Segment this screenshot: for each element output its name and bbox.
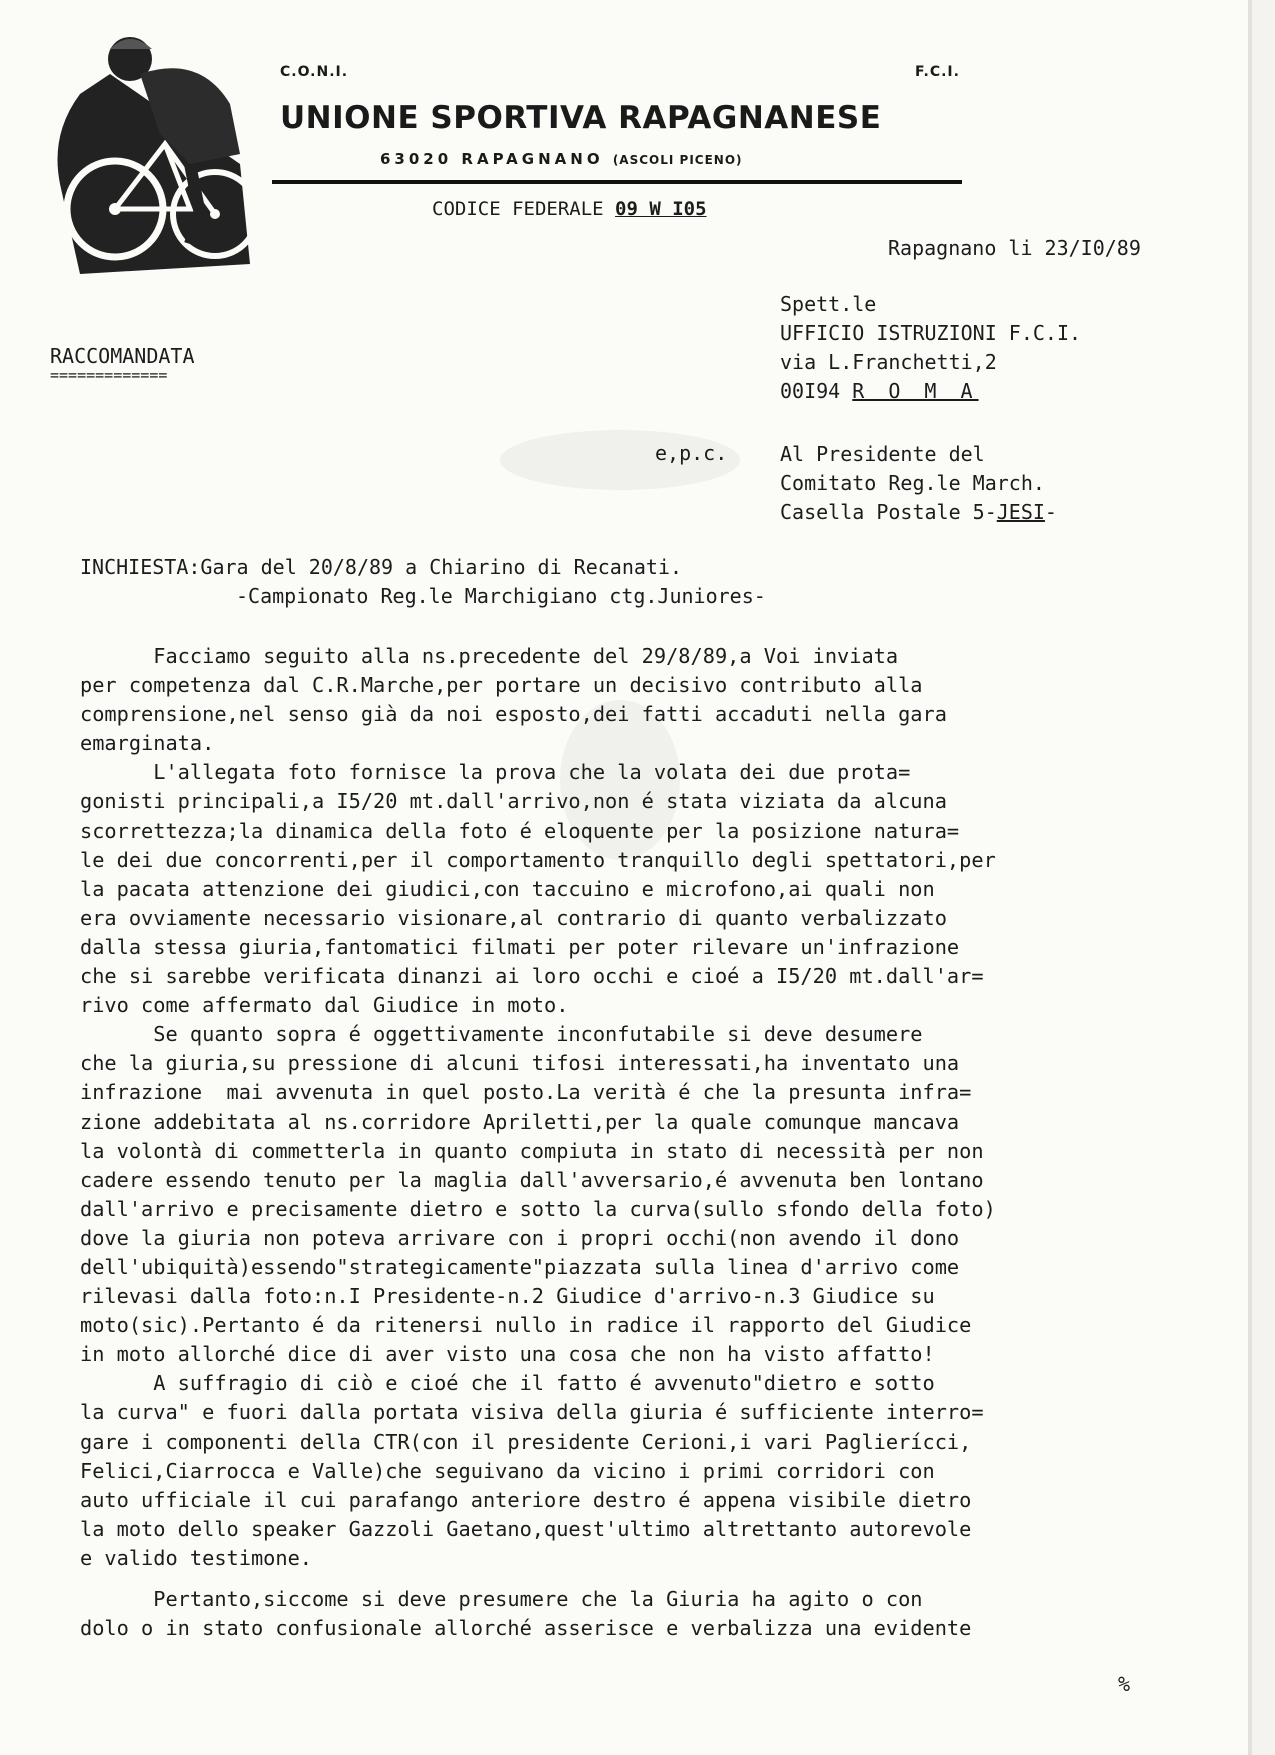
page-continuation-mark: % xyxy=(1118,1672,1131,1696)
text-line: la curva" e fuori dalla portata visiva della giuria é sufficiente interro= xyxy=(80,1400,984,1425)
address-city: 63020 RAPAGNANO xyxy=(380,150,604,168)
cyclist-logo-icon xyxy=(40,14,255,284)
cc-line3-prefix: Casella Postale 5- xyxy=(780,500,997,524)
subject-line-2: -Campionato Reg.le Marchigiano ctg.Juniores- xyxy=(236,584,766,608)
text-line: gonisti principali,a I5/20 mt.dall'arrivo,non é stata viziata da alcuna xyxy=(80,789,947,814)
text-line: auto ufficiale il cui parafango anteriore destro é appena visibile dietro xyxy=(80,1487,972,1512)
cc-line: Comitato Reg.le March. xyxy=(780,471,1045,495)
text-line: la pacata attenzione dei giudici,con taccuino e microfono,ai quali non xyxy=(80,876,935,901)
text-line: L'allegata foto fornisce la prova che la volata dei due prota= xyxy=(80,760,911,785)
cc-line xyxy=(780,498,1057,527)
text-line: che si sarebbe verificata dinanzi ai loro occhi e cioé a I5/20 mt.dall'ar= xyxy=(80,964,984,989)
text-line: per competenza dal C.R.Marche,per portare un decisivo contributo alla xyxy=(80,673,923,698)
cc-city: JESI xyxy=(996,500,1045,524)
text-line: emarginata. xyxy=(80,731,215,756)
fci-label: F.C.I. xyxy=(915,64,960,80)
recipient-zip: 00I94 xyxy=(780,379,841,403)
text-line: dalla stessa giuria,fantomatici filmati per poter rilevare un'infrazione xyxy=(80,934,960,959)
text-line: cadere essendo tenuto per la maglia dall'avversario,é avvenuta ben lontano xyxy=(80,1167,984,1192)
text-line: dell'ubiquità)essendo"strategicamente"piazzata sulla linea d'arrivo come xyxy=(80,1254,960,1279)
recipient-line: Spett.le xyxy=(780,292,877,316)
address-province: (ASCOLI PICENO) xyxy=(612,153,743,167)
coni-label: C.O.N.I. xyxy=(280,64,349,80)
text-line: rilevasi dalla foto:n.I Presidente-n.2 Giudice d'arrivo-n.3 Giudice su xyxy=(80,1284,935,1309)
text-line: Felici,Ciarrocca e Valle)che seguivano da vicino i primi corridori con xyxy=(80,1458,935,1483)
text-line: zione addebitata al ns.corridore Apriletti,per la quale comunque mancava xyxy=(80,1109,960,1134)
cc-label: e,p.c. xyxy=(655,441,728,465)
text-line: e valido testimone. xyxy=(80,1545,312,1570)
codice-value: 09 W I05 xyxy=(615,198,707,220)
recipient-line: UFFICIO ISTRUZIONI F.C.I. xyxy=(780,321,1082,345)
text-line: moto(sic).Pertanto é da ritenersi nullo in radice il rapporto del Giudice xyxy=(80,1313,972,1338)
body-paragraphs xyxy=(80,642,1230,1573)
text-line: le dei due concorrenti,per il comportamento tranquillo degli spettatori,per xyxy=(80,847,996,872)
text-line: dall'arrivo e precisamente dietro e sotto la curva(sullo sfondo della foto) xyxy=(80,1196,996,1221)
letter-date: Rapagnano li 23/I0/89 xyxy=(888,236,1141,260)
text-line: dolo o in stato confusionale allorché asserisce e verbalizza una evidente xyxy=(80,1616,972,1641)
cc-line3-suffix: - xyxy=(1044,500,1057,524)
text-line: in moto allorché dice di aver visto una cosa che non ha visto affatto! xyxy=(80,1342,935,1367)
text-line: Facciamo seguito alla ns.precedente del 29/8/89,a Voi inviata xyxy=(80,644,899,668)
text-line: dove la giuria non poteva arrivare con i propri occhi(non avendo il dono xyxy=(80,1225,960,1250)
text-line: scorrettezza;la dinamica della foto é eloquente per la posizione natura= xyxy=(80,818,960,843)
recipient-city-line xyxy=(780,377,1081,406)
text-line: infrazione mai avvenuta in quel posto.La verità é che la presunta infra= xyxy=(80,1080,972,1105)
text-line: che la giuria,su pressione di alcuni tifosi interessati,ha inventato una xyxy=(80,1051,960,1076)
text-line: Pertanto,siccome si deve presumere che la Giuria ha agito o con xyxy=(80,1587,923,1611)
raccomandata-label: RACCOMANDATA xyxy=(50,344,195,368)
text-line: era ovviamente necessario visionare,al contrario di quanto verbalizzato xyxy=(80,905,947,930)
text-line: la moto dello speaker Gazzoli Gaetano,quest'ultimo altrettanto autorevole xyxy=(80,1516,972,1541)
cc-block xyxy=(780,440,1057,527)
text-line: rivo come affermato dal Giudice in moto. xyxy=(80,993,569,1018)
recipient-block xyxy=(780,290,1081,406)
cc-line: Al Presidente del xyxy=(780,442,985,466)
codice-label: CODICE FEDERALE xyxy=(432,198,604,220)
organization-address xyxy=(380,150,743,168)
text-line: la volontà di commetterla in quanto compiuta in stato di necessità per non xyxy=(80,1138,984,1163)
letter-body xyxy=(80,642,1230,1643)
raccomandata-underline: ============= xyxy=(50,366,168,384)
text-line: Se quanto sopra é oggettivamente inconfutabile si deve desumere xyxy=(80,1022,923,1047)
text-line: comprensione,nel senso già da noi esposto,dei fatti accaduti nella gara xyxy=(80,702,947,727)
text-line: gare i componenti della CTR(con il presidente Cerioni,i vari Paglierícci, xyxy=(80,1429,972,1454)
letterhead-rule xyxy=(272,180,962,184)
organization-name: UNIONE SPORTIVA RAPAGNANESE xyxy=(280,100,882,136)
codice-federale xyxy=(432,198,707,220)
recipient-city: R O M A xyxy=(852,379,979,403)
recipient-line: via L.Franchetti,2 xyxy=(780,350,997,374)
subject-line-1: INCHIESTA:Gara del 20/8/89 a Chiarino di Recanati. xyxy=(80,555,683,579)
text-line: A suffragio di ciò e cioé che il fatto é avvenuto"dietro e sotto xyxy=(80,1371,935,1396)
closing-paragraph xyxy=(80,1585,1230,1643)
